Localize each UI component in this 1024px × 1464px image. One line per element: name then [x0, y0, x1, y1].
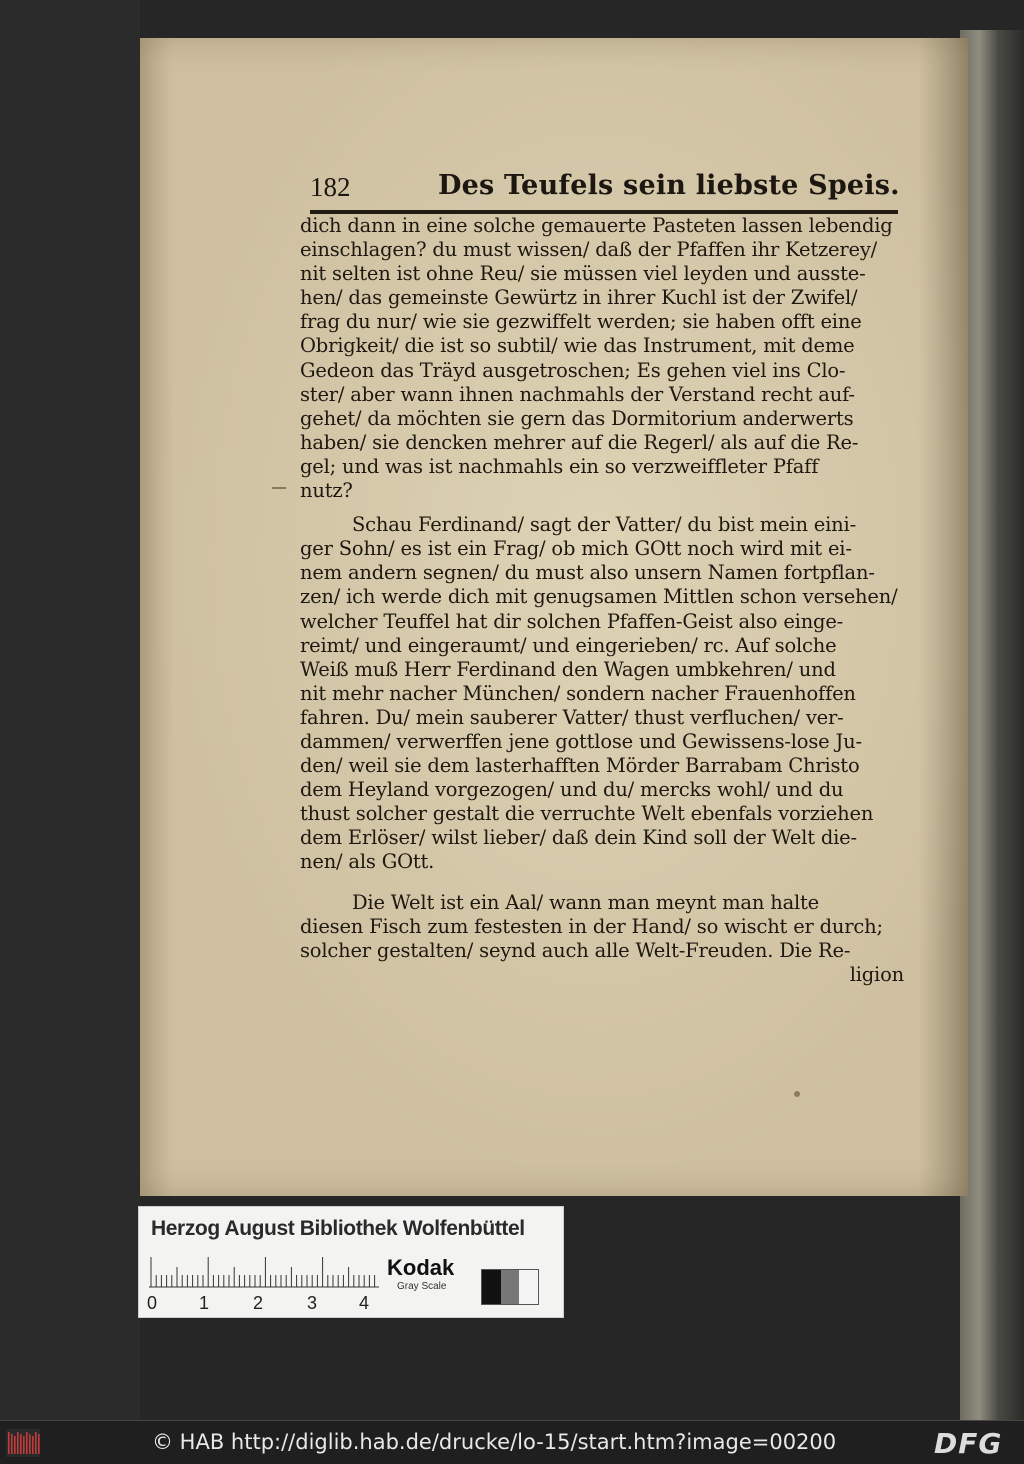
text-line: Schau Ferdinand/ sagt der Vatter/ du bist mein eini- [352, 513, 856, 537]
scale-number: 1 [199, 1293, 210, 1313]
text-line: Die Welt ist ein Aal/ wann man meynt man halte [352, 890, 820, 914]
text-line: gehet/ da möchten sie gern das Dormitorium anderwerts [300, 406, 854, 430]
text-line: reimt/ und eingeraumt/ und eingerieben/ rc. Auf solche [300, 633, 837, 657]
gray-patch [519, 1270, 538, 1304]
margin-mark [272, 487, 286, 489]
library-name: Herzog August Bibliothek Wolfenbüttel [151, 1217, 525, 1240]
text-line: diesen Fisch zum festesten in der Hand/ so wischt er durch; [300, 914, 883, 938]
text-line: hen/ das gemeinste Gewürtz in ihrer Kuchl ist der Zwifel/ [300, 286, 858, 310]
scale-number: 0 [147, 1293, 158, 1313]
catchword: ligion [849, 962, 904, 986]
barcode-stripe [17, 1432, 19, 1454]
text-line: frag du nur/ wie sie gezwiffelt werden; sie haben offt eine [300, 310, 862, 334]
body-text [300, 214, 904, 987]
barcode-stripe [32, 1436, 34, 1454]
text-line: nit mehr nacher München/ sondern nacher Frauenhoffen [300, 681, 856, 705]
barcode-stripe [20, 1434, 22, 1454]
text-line: den/ weil sie dem lasterhafften Mörder Barrabam Christo [300, 754, 860, 778]
text-line: ster/ aber wann ihnen nachmahls der Verstand recht auf- [300, 382, 855, 406]
text-line: Weiß muß Herr Ferdinand den Wagen umbkehren/ und [300, 657, 836, 681]
barcode-stripe [14, 1436, 16, 1454]
page-spot [794, 1091, 800, 1097]
scale-number: 3 [307, 1293, 318, 1313]
text-line: zen/ ich werde dich mit genugsamen Mittlen schon versehen/ [300, 585, 898, 609]
barcode-icon [6, 1429, 40, 1457]
barcode-stripe [35, 1432, 37, 1454]
book-edge [960, 30, 1024, 1420]
text-line: ger Sohn/ es ist ein Frag/ ob mich GOtt noch wird mit ei- [300, 537, 852, 561]
gray-patch [482, 1270, 501, 1304]
gray-patch [501, 1270, 520, 1304]
text-line: dich dann in eine solche gemauerte Pasteten lassen lebendig [300, 214, 893, 237]
barcode-stripe [23, 1436, 25, 1454]
text-line: nit selten ist ohne Reu/ sie müssen viel leyden und ausste- [300, 262, 866, 286]
text-line: gel; und was ist nachmahls ein so verzweiffleter Pfaff [300, 454, 819, 478]
grayscale-label: Gray Scale [397, 1281, 447, 1292]
barcode-stripe [8, 1432, 10, 1454]
text-line: nem andern segnen/ du must also unsern Namen fortpflan- [300, 561, 875, 585]
text-line: nutz? [300, 479, 353, 503]
scan-border-left [0, 0, 140, 1420]
text-line: einschlagen? du must wissen/ daß der Pfaffen ihr Ketzerey/ [300, 238, 878, 262]
barcode-stripe [11, 1434, 13, 1454]
text-line: nen/ als GOtt. [300, 850, 435, 874]
text-line: solcher gestalten/ seynd auch alle Welt-Freuden. Die Re- [300, 938, 851, 962]
text-line: dem Heyland vorgezogen/ und du/ mercks wohl/ und du [300, 778, 844, 802]
page-number: 182 [310, 172, 351, 202]
text-line: thust solcher gestalt die verruchte Welt ebenfals vorziehen [300, 802, 874, 826]
text-line: dammen/ verwerffen jene gottlose und Gewissens-lose Ju- [300, 729, 862, 753]
color-target-card [138, 1206, 564, 1318]
text-line: welcher Teuffel hat dir solchen Pfaffen-Geist also einge- [300, 609, 844, 633]
text-line: haben/ sie dencken mehrer auf die Regerl/ als auf die Re- [300, 430, 859, 454]
text-line: Obrigkeit/ die ist so subtil/ wie das Instrument, mit deme [300, 334, 855, 358]
dfg-logo: DFG [934, 1427, 1003, 1460]
barcode-stripe [29, 1434, 31, 1454]
footer-link[interactable]: © HAB http://diglib.hab.de/drucke/lo-15/start.htm?image=00200 [152, 1430, 837, 1454]
text-line: dem Erlöser/ wilst lieber/ daß dein Kind soll der Welt die- [300, 826, 857, 850]
text-line: Gedeon das Träyd ausgetroschen; Es gehen viel ins Clo- [300, 358, 846, 382]
gray-patches [481, 1269, 539, 1305]
kodak-logo: Kodak [387, 1255, 455, 1280]
text-line: fahren. Du/ mein sauberer Vatter/ thust verfluchen/ ver- [300, 705, 844, 729]
viewer-footer [0, 1420, 1024, 1464]
page-header [310, 168, 900, 212]
scale-number: 4 [359, 1293, 370, 1313]
barcode-stripe [26, 1432, 28, 1454]
running-head: Des Teufels sein liebste Speis. [438, 170, 900, 201]
scale-ruler [149, 1253, 379, 1289]
barcode-stripe [38, 1434, 40, 1454]
scale-number: 2 [253, 1293, 264, 1313]
